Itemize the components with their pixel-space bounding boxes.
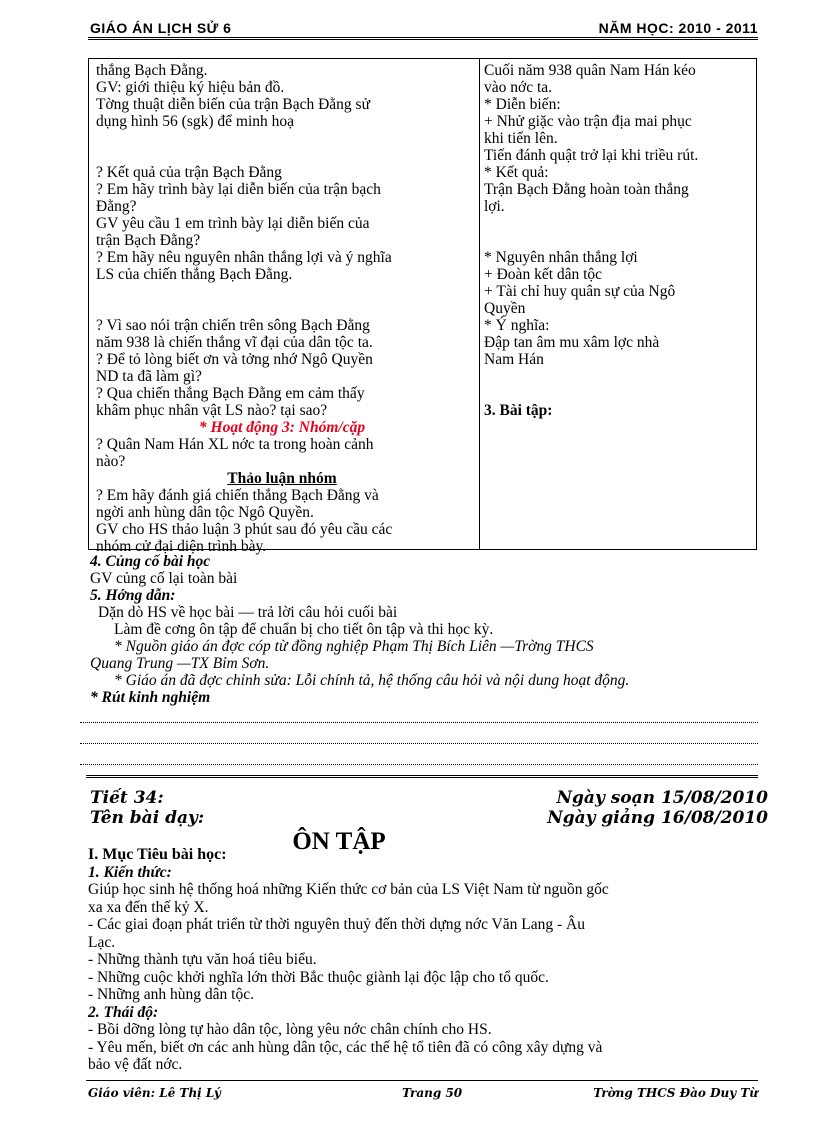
text-line: lợi. — [484, 198, 505, 215]
section-5-text-1: Dặn dò HS về học bài — trả lời câu hỏi cuối bài — [98, 604, 398, 621]
text-line: ? Quân Nam Hán XL nớc ta trong hoàn cảnh — [96, 436, 374, 453]
objective-line: - Các giai đoạn phát triển từ thời nguyên thuỷ đến thời dựng nớc Văn Lang - Âu — [88, 916, 585, 933]
text-line: Cuối năm 938 quân Nam Hán kéo — [484, 62, 696, 79]
text-line: khi tiến lên. — [484, 130, 558, 147]
text-line: ? Em hãy trình bày lại diễn biến của trận bạch — [96, 181, 381, 198]
text-line: Tờng thuật diễn biến của trận Bạch Đằng sử — [96, 96, 370, 113]
text-line: + Đoàn kết dân tộc — [484, 266, 603, 283]
lesson-objectives — [88, 846, 750, 1074]
objective-line: xa xa đến thế kỷ X. — [88, 898, 209, 916]
text-line — [96, 300, 468, 317]
text-line: khâm phục nhân vật LS nào? tại sao? — [96, 402, 328, 419]
text-line: * Nguyên nhân thắng lợi — [484, 249, 638, 266]
section-5-text-2: Làm đề cơng ôn tập để chuẩn bị cho tiết ôn tập và thi học kỳ. — [114, 621, 494, 638]
text-line: nào? — [96, 453, 126, 470]
objective-line: Giúp học sinh hệ thống hoá những Kiến thức cơ bản của LS Việt Nam từ nguồn gốc — [88, 881, 609, 898]
objective-line: - Bồi dỡng lòng tự hào dân tộc, lòng yêu nớc chân chính cho HS. — [88, 1021, 492, 1038]
review-heading: * Rút kinh nghiệm — [90, 689, 211, 706]
text-line: trận Bạch Đằng? — [96, 232, 201, 249]
lesson-title: ÔN TẬP — [292, 828, 386, 855]
text-line: * Kết quả: — [484, 164, 549, 181]
table-right-column — [484, 62, 749, 419]
text-line: Quyền — [484, 300, 526, 317]
header-rule — [88, 37, 758, 40]
section-4-text: GV củng cố lại toàn bài — [90, 570, 238, 587]
objective-heading: 1. Kiến thức: — [88, 863, 172, 881]
text-line: ? Để tỏ lòng biết ơn và tởng nhớ Ngô Quyền — [96, 351, 373, 368]
revision-note: * Giáo án đã đợc chỉnh sửa: Lỗi chính tả, hệ thống câu hỏi và nội dung hoạt động. — [114, 672, 630, 689]
dotted-line — [80, 743, 758, 744]
text-line — [484, 215, 749, 232]
objective-line: - Những cuộc khởi nghĩa lớn thời Bắc thuộc giành lại độc lập cho tổ quốc. — [88, 968, 549, 986]
page-footer — [88, 1086, 758, 1104]
section-4-heading: 4. Củng cố bài học — [90, 553, 211, 570]
objective-heading: 2. Thái độ: — [88, 1003, 159, 1021]
table-divider — [479, 59, 480, 549]
text-line: Tiến đánh quật trở lại khi triều rút. — [484, 147, 699, 164]
source-note-1: * Nguồn giáo án đợc cóp từ đồng nghiệp Phạm Thị Bích Liên —Trờng THCS — [114, 638, 594, 655]
header-subject: GIÁO ÁN LỊCH SỬ 6 — [90, 20, 232, 36]
text-line: ? Em hãy nêu nguyên nhân thắng lợi và ý nghĩa — [96, 249, 392, 266]
text-line: + Tài chỉ huy quân sự của Ngô — [484, 283, 676, 300]
page-header — [88, 16, 758, 36]
dotted-line — [80, 722, 758, 723]
footer-rule — [86, 1080, 758, 1081]
activity-heading: * Hoạt động 3: Nhóm/cặp — [198, 419, 366, 436]
text-line: Trận Bạch Đằng hoàn toàn thắng — [484, 181, 689, 198]
text-line: * Diễn biến: — [484, 96, 561, 113]
text-line: GV yêu cầu 1 em trình bày lại diễn biến của — [96, 215, 370, 232]
text-line: GV cho HS thảo luận 3 phút sau đó yêu cầu các — [96, 521, 393, 538]
text-line: Đằng? — [96, 198, 137, 215]
text-line: vào nớc ta. — [484, 79, 553, 96]
table-left-column — [96, 62, 468, 555]
text-line: ? Em hãy đánh giá chiến thắng Bạch Đằng và — [96, 487, 379, 504]
text-line: GV: giới thiệu ký hiệu bản đồ. — [96, 79, 285, 96]
lesson-name-label: Tên bài dạy: — [90, 808, 205, 828]
lesson-header — [90, 788, 768, 828]
preparation-date: Ngày soạn 15/08/2010 — [556, 788, 768, 808]
text-line — [484, 385, 749, 402]
footer-page-number: Trang 50 — [402, 1086, 463, 1100]
header-school-year: NĂM HỌC: 2010 - 2011 — [598, 20, 758, 36]
objective-line: - Những anh hùng dân tộc. — [88, 986, 254, 1003]
period-label: Tiết 34: — [90, 788, 164, 808]
text-line: Đập tan âm mu xâm lợc nhà — [484, 334, 660, 351]
text-line: Nam Hán — [484, 351, 544, 368]
text-line: năm 938 là chiến thắng vĩ đại của dân tộc ta. — [96, 334, 373, 351]
text-line — [484, 368, 749, 385]
text-line: nhóm cử đại diện trình bày. — [96, 538, 267, 555]
dotted-line — [80, 764, 758, 765]
lesson-table — [88, 58, 757, 555]
text-line: + Nhử giặc vào trận địa mai phục — [484, 113, 692, 130]
section-separator — [86, 775, 758, 778]
lesson-wrapup — [90, 553, 760, 706]
text-line: ND ta đã làm gì? — [96, 368, 202, 385]
text-line: dụng hình 56 (sgk) để minh hoạ — [96, 113, 295, 130]
text-line: ? Vì sao nói trận chiến trên sông Bạch Đằng — [96, 317, 370, 334]
footer-school: Trờng THCS Đào Duy Từ — [593, 1086, 758, 1100]
text-line: LS của chiến thắng Bạch Đằng. — [96, 266, 293, 283]
text-line — [96, 283, 468, 300]
exercise-heading: 3. Bài tập: — [484, 402, 553, 419]
objective-heading: I. Mục Tiêu bài học: — [88, 846, 227, 863]
text-line — [96, 147, 468, 164]
text-line: ngời anh hùng dân tộc Ngô Quyền. — [96, 504, 314, 521]
teaching-date: Ngày giảng 16/08/2010 — [547, 808, 768, 828]
text-line: thắng Bạch Đằng. — [96, 62, 208, 79]
text-line — [484, 232, 749, 249]
section-5-heading: 5. Hớng dẫn: — [90, 587, 176, 604]
footer-teacher: Giáo viên: Lê Thị Lý — [88, 1086, 221, 1100]
text-line — [96, 130, 468, 147]
text-line: ? Qua chiến thắng Bạch Đằng em cảm thấy — [96, 385, 365, 402]
source-note-2: Quang Trung —TX Bỉm Sơn. — [90, 655, 270, 672]
objective-line: - Những thành tựu văn hoá tiêu biểu. — [88, 951, 317, 968]
objective-line: Lạc. — [88, 933, 116, 951]
objective-line: - Yêu mến, biết ơn các anh hùng dân tộc, các thế hệ tổ tiên đã có công xây dựng và — [88, 1038, 603, 1056]
text-line: * Ý nghĩa: — [484, 317, 550, 334]
group-discussion-heading: Thảo luận nhóm — [227, 470, 337, 487]
text-line: ? Kết quả của trận Bạch Đằng — [96, 164, 282, 181]
objective-line: bảo vệ đất nớc. — [88, 1056, 183, 1073]
